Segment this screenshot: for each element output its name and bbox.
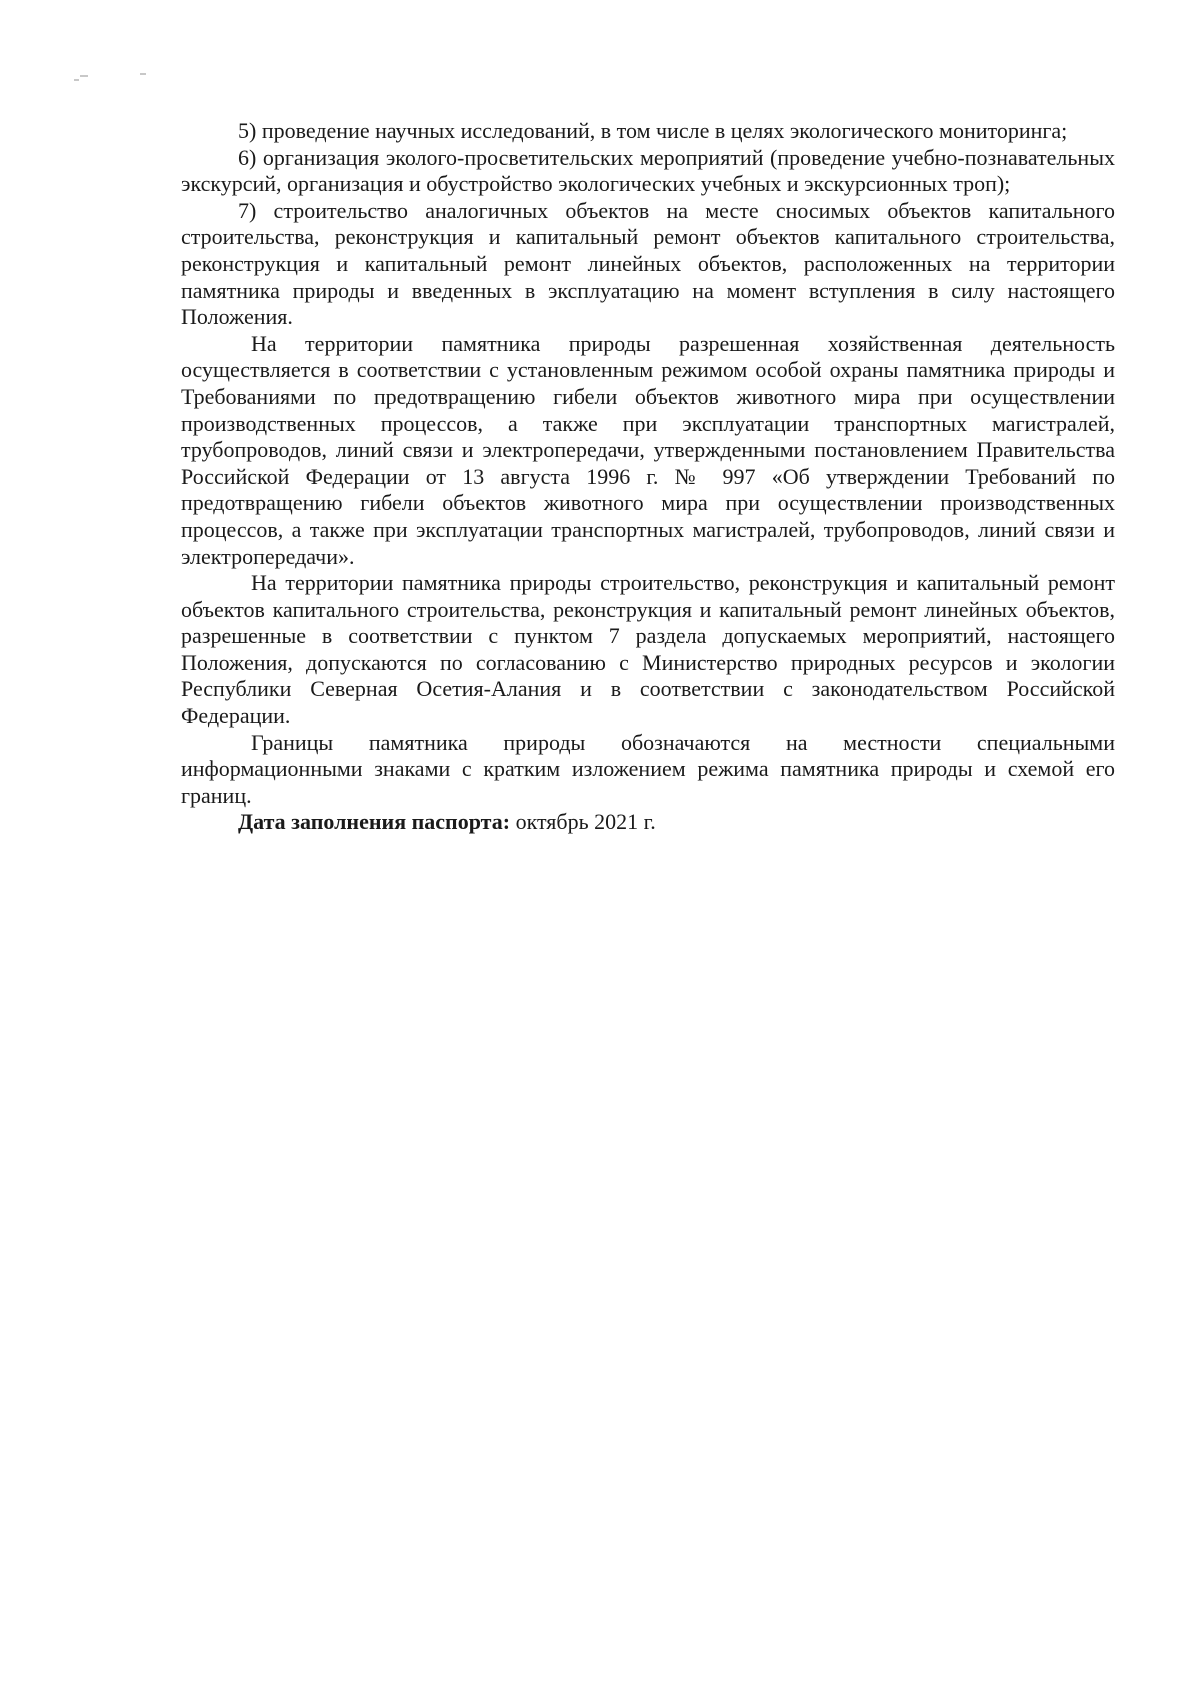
paragraph-economic-activity: На территории памятника природы разрешенная хозяйственная деятельность осуществляется в соответствии с установленным режимом особой охраны памятника природы и Требованиями по предотвращению гибели объектов животного мира при осуществлении производственных процессов, а также при эксплуатации транспортных магистралей, трубопроводов, линий связи и электропередачи, утвержденными постановлением Правительства Российской Федерации от 13 августа 1996 г. № 997 «Об утверждении Требований по предотвращению гибели объектов животного мира при осуществлении производственных процессов, а также при эксплуатации транспортных магистралей, трубопроводов, линий связи и электропередачи». [181, 330, 1115, 569]
passport-date-value: октябрь 2021 г. [510, 809, 656, 835]
document-body [181, 118, 1115, 836]
list-item-5: 5) проведение научных исследований, в том числе в целях экологического мониторинга; [238, 118, 1068, 143]
passport-date [181, 809, 1115, 836]
paragraph-boundaries: Границы памятника природы обозначаются на местности специальными информационными знаками с кратким изложением режима памятника природы и схемой его границ. [181, 729, 1115, 808]
list-item-7: 7) строительство аналогичных объектов на месте сносимых объектов капитального строительства, реконструкция и капитальный ремонт объектов капитального строительства, реконструкция и капитальный ремонт линейных объектов, расположенных на территории памятника природы и введенных в эксплуатацию на момент вступления в силу настоящего Положения. [181, 197, 1115, 330]
passport-date-label: Дата заполнения паспорта: [238, 809, 511, 835]
list-item-6: 6) организация эколого-просветительских мероприятий (проведение учебно-познавательных экскурсий, организация и обустройство экологических учебных и экскурсионных троп); [181, 144, 1115, 197]
paragraph-construction: На территории памятника природы строительство, реконструкция и капитальный ремонт объектов капитального строительства, реконструкция и капитальный ремонт линейных объектов, разрешенные в соответствии с пунктом 7 раздела допускаемых мероприятий, настоящего Положения, допускаются по согласованию с Министерство природных ресурсов и экологии Республики Северная Осетия-Алания и в соответствии с законодательством Российской Федерации. [181, 570, 1115, 729]
scan-artifact [80, 75, 88, 77]
scan-artifact [140, 73, 146, 75]
scan-artifact [74, 79, 79, 81]
